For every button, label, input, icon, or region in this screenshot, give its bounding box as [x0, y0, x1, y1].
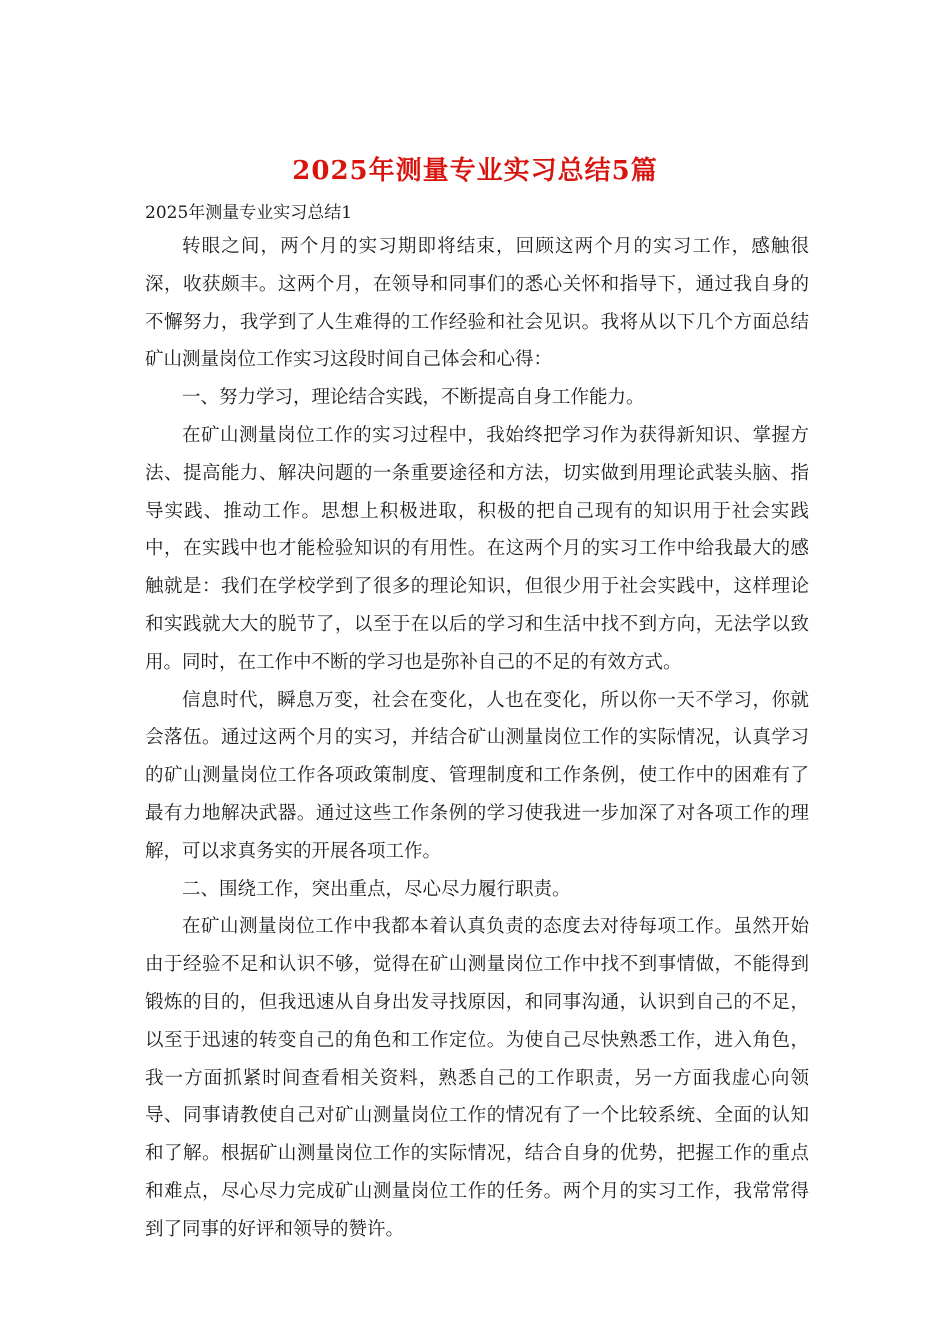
- paragraph-heading-two: 二、围绕工作，突出重点，尽心尽力履行职责。: [182, 878, 571, 900]
- paragraph-information-age: 信息时代，瞬息万变，社会在变化，人也在变化，所以你一天不学习，你就会落伍。通过这两个月的实习，并结合矿山测量岗位工作的实际情况，认真学习的矿山测量岗位工作各项政策制度、管理制度和工作条例，使工作中的困难有了最有力地解决武器。通过这些工作条例的学习使我进一步加深了对各项工作的理解，可以求真务实的开展各项工作。: [145, 689, 809, 862]
- paragraph-heading-one: 一、努力学习，理论结合实践，不断提高自身工作能力。: [182, 387, 645, 409]
- document-body: [145, 198, 809, 1249]
- paragraph-intro: 转眼之间，两个月的实习期即将结束，回顾这两个月的实习工作，感触很深，收获颇丰。这两个月，在领导和同事们的悉心关怀和指导下，通过我自身的不懈努力，我学到了人生难得的工作经验和社会见识。我将从以下几个方面总结矿山测量岗位工作实习这段时间自己体会和心得：: [145, 236, 809, 371]
- paragraph-learning: 在矿山测量岗位工作的实习过程中，我始终把学习作为获得新知识、掌握方法、提高能力、解决问题的一条重要途径和方法，切实做到用理论武装头脑、指导实践、推动工作。思想上积极进取，积极的把自己现有的知识用于社会实践中，在实践中也才能检验知识的有用性。在这两个月的实习工作中给我最大的感触就是：我们在学校学到了很多的理论知识，但很少用于社会实践中，这样理论和实践就大大的脱节了，以至于在以后的学习和生活中找不到方向，无法学以致用。同时，在工作中不断的学习也是弥补自己的不足的有效方式。: [145, 424, 809, 673]
- document-title: 2025年测量专业实习总结5篇: [292, 156, 658, 186]
- section-heading: 2025年测量专业实习总结1: [145, 203, 353, 223]
- paragraph-duties: 在矿山测量岗位工作中我都本着认真负责的态度去对待每项工作。虽然开始由于经验不足和认识不够，觉得在矿山测量岗位工作中找不到事情做，不能得到锻炼的目的，但我迅速从自身出发寻找原因，和同事沟通，认识到自己的不足，以至于迅速的转变自己的角色和工作定位。为使自己尽快熟悉工作，进入角色，我一方面抓紧时间查看相关资料，熟悉自己的工作职责，另一方面我虚心向领导、同事请教使自己对矿山测量岗位工作的情况有了一个比较系统、全面的认知和了解。根据矿山测量岗位工作的实际情况，结合自身的优势，把握工作的重点和难点，尽心尽力完成矿山测量岗位工作的任务。两个月的实习工作，我常常得到了同事的好评和领导的赞许。: [145, 916, 809, 1240]
